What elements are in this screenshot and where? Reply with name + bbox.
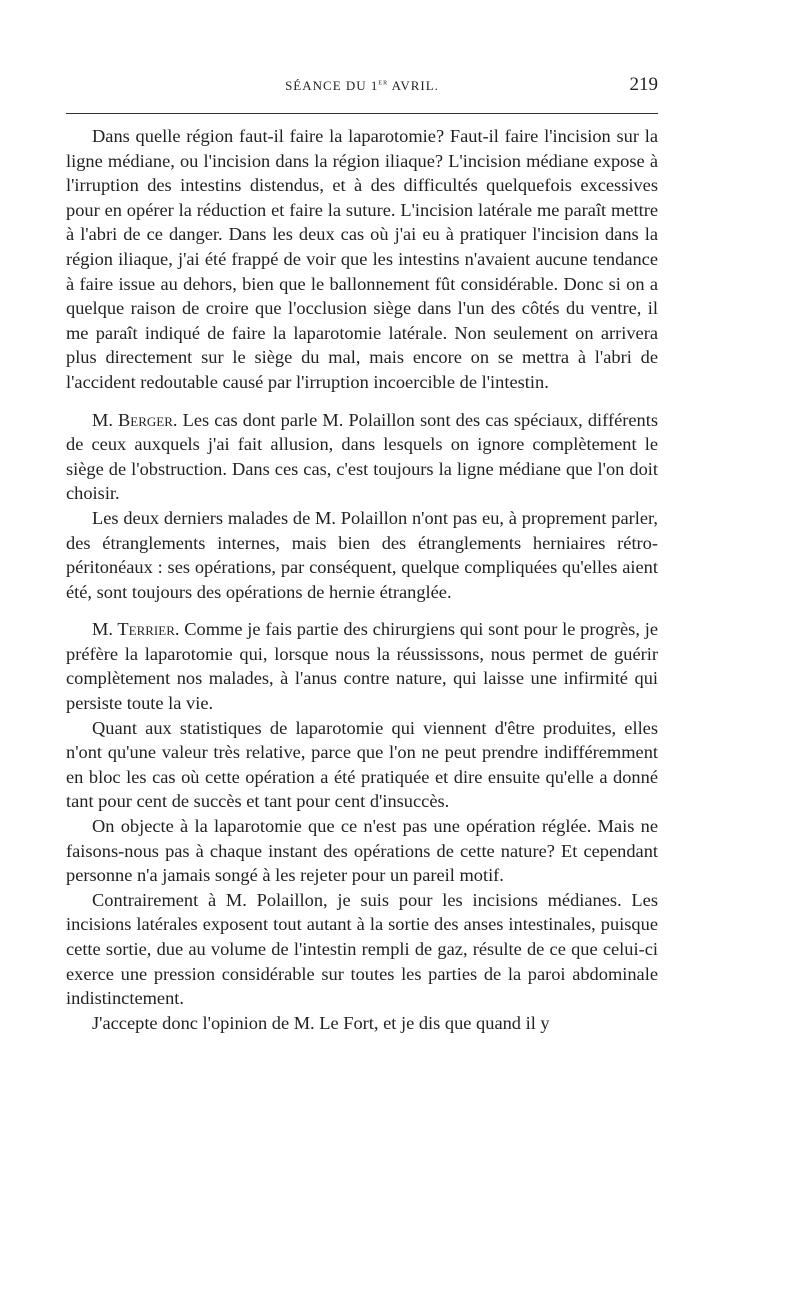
speaker-name: M. Terrier. [92, 619, 180, 640]
header-rule [66, 113, 658, 114]
paragraph: Les deux derniers malades de M. Polaillon n'ont pas eu, à proprement parler, des étranglements internes, mais bien des étranglements herniaires rétro-péritonéaux : ses opérations, par conséquent, quelque compliquées qu'elles aient été, sont toujours des opérations de hernie étranglée. [66, 507, 658, 602]
speaker-name: M. Berger. [92, 409, 178, 430]
paragraph: On objecte à la laparotomie que ce n'est pas une opération réglée. Mais ne faisons-nous pas à chaque instant des opérations de cette nature? Et cependant personne n'a jamais songé à les rejeter pour un pareil motif. [66, 816, 658, 886]
paragraph: Contrairement à M. Polaillon, je suis pour les incisions médianes. Les incisions latérales exposent tout autant à la sortie des anses intestinales, puisque cette sortie, due au volume de l'intestin rempli de gaz, résulte de ce que celui-ci exerce une pression considérable sur toutes les parties de la paroi abdominale indistinctement. [66, 889, 658, 1009]
paragraph: J'accepte donc l'opinion de M. Le Fort, et je dis que quand il y [92, 1012, 550, 1033]
paragraph: M. Berger. Les cas dont parle M. Polaillon sont des cas spéciaux, différents de ceux auxquels j'ai fait allusion, dans lesquels on ignore complètement le siège de l'obstruction. Dans ces cas, c'est toujours la ligne médiane que l'on doit choisir. [66, 409, 658, 504]
body-text [66, 124, 658, 1035]
page-number: 219 [629, 74, 658, 95]
running-title: SÉANCE DU 1er AVRIL. [285, 76, 439, 93]
paragraph: Dans quelle région faut-il faire la laparotomie? Faut-il faire l'incision sur la ligne médiane, ou l'incision dans la région iliaque? L'incision médiane expose à l'irruption des intestins distendus, et à des difficultés quelquefois excessives pour en opérer la réduction et faire la suture. L'incision latérale me paraît mettre à l'abri de ce danger. Dans les deux cas où j'ai eu à pratiquer l'incision dans la région iliaque, j'ai été frappé de voir que les intestins n'avaient aucune tendance à faire issue au dehors, bien que le ballonnement fût considérable. Donc si on a quelque raison de croire que l'occlusion siège dans l'un des côtés du ventre, il me paraît indiqué de faire la laparotomie latérale. Non seulement on arrivera plus directement sur le siège du mal, mais encore on se mettra à l'abri de l'accident redoutable causé par l'irruption incoercible de l'intestin. [66, 126, 658, 392]
running-head [66, 74, 658, 102]
paragraph: M. Terrier. Comme je fais partie des chirurgiens qui sont pour le progrès, je préfère la laparotomie qui, lorsque nous la réussissons, nous permet de guérir complètement nos malades, à l'anus contre nature, qui laisse une infirmité qui persiste toute la vie. [66, 619, 658, 714]
ordinal-superscript: er [378, 76, 389, 87]
paragraph: Quant aux statistiques de laparotomie qui viennent d'être produites, elles n'ont qu'une valeur très relative, parce que l'on ne peut prendre indifféremment en bloc les cas où cette opération a été pratiquée et dire ensuite qu'elle a donné tant pour cent de succès et tant pour cent d'insuccès. [66, 717, 658, 812]
